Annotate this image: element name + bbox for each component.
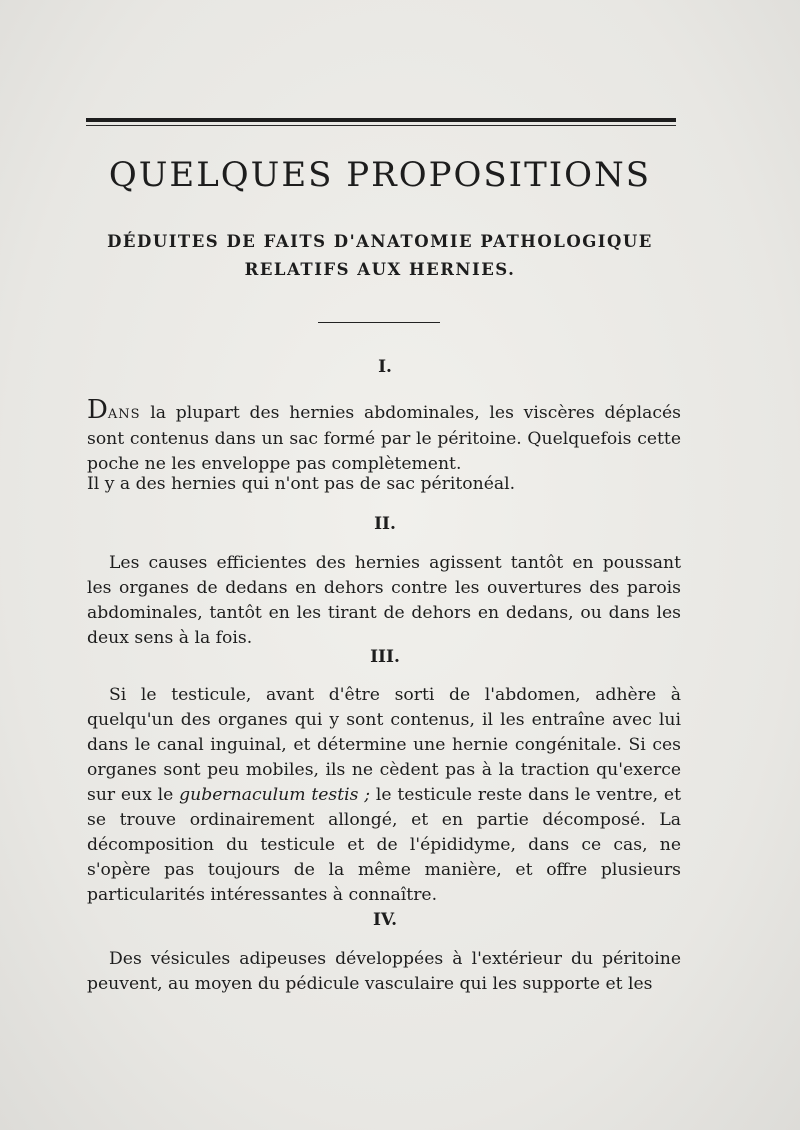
header-rule-thin bbox=[86, 125, 676, 126]
subtitle-line-1: DÉDUITES DE FAITS D'ANATOMIE PATHOLOGIQUE bbox=[107, 232, 653, 251]
page-title: QUELQUES PROPOSITIONS bbox=[108, 155, 652, 195]
section-3-italic-term: gubernaculum testis ; bbox=[179, 785, 371, 805]
subtitle-divider bbox=[318, 322, 440, 323]
section-numeral-1: I. bbox=[378, 357, 392, 377]
section-1-paragraph-2: Il y a des hernies qui n'ont pas de sac péritonéal. bbox=[87, 474, 516, 494]
section-1-paragraph-1-text: la plupart des hernies abdominales, les viscères déplacés sont contenus dans un sac formé par le péritoine. Quelquefois cette poche ne les enveloppe pas complètement. bbox=[87, 403, 681, 474]
section-numeral-4: IV. bbox=[372, 910, 398, 930]
section-4-paragraph-1: Des vésicules adipeuses développées à l'extérieur du péritoine peuvent, au moyen du pédicule vasculaire qui les supporte et les bbox=[87, 949, 681, 994]
section-1-paragraph-1 bbox=[87, 397, 681, 477]
section-numeral-3: III. bbox=[370, 647, 400, 667]
header-rule-thick bbox=[86, 118, 676, 122]
drop-cap: D bbox=[87, 395, 108, 425]
subtitle-line-2: RELATIFS AUX HERNIES. bbox=[244, 260, 516, 279]
section-3-paragraph-1 bbox=[87, 683, 681, 908]
section-3-text-before: Si le testicule, avant d'être sorti de l'abdomen, adhère à quelqu'un des organes qui y sont contenus, il les entraîne avec lui dans le canal inguinal, et détermine une hernie congénitale. Si ces organes sont peu mobiles, ils ne cèdent pas à la traction qu'exerce sur eux le bbox=[87, 685, 681, 805]
small-caps-word: ANS bbox=[107, 407, 141, 422]
section-numeral-2: II. bbox=[374, 514, 396, 534]
section-3-text-after: le testicule reste dans le ventre, et se trouve ordinairement allongé, et en partie décomposé. La décomposition du testicule et de l'épididyme, dans ce cas, ne s'opère pas toujours de la même manière, et offre plusieurs particularités intéressantes à connaître. bbox=[87, 785, 681, 905]
section-2-paragraph-1: Les causes efficientes des hernies agissent tantôt en poussant les organes de dedans en dehors contre les ouvertures des parois abdominales, tantôt en les tirant de dehors en dedans, ou dans les deux sens à la fois. bbox=[87, 553, 681, 648]
subtitle bbox=[70, 228, 690, 284]
